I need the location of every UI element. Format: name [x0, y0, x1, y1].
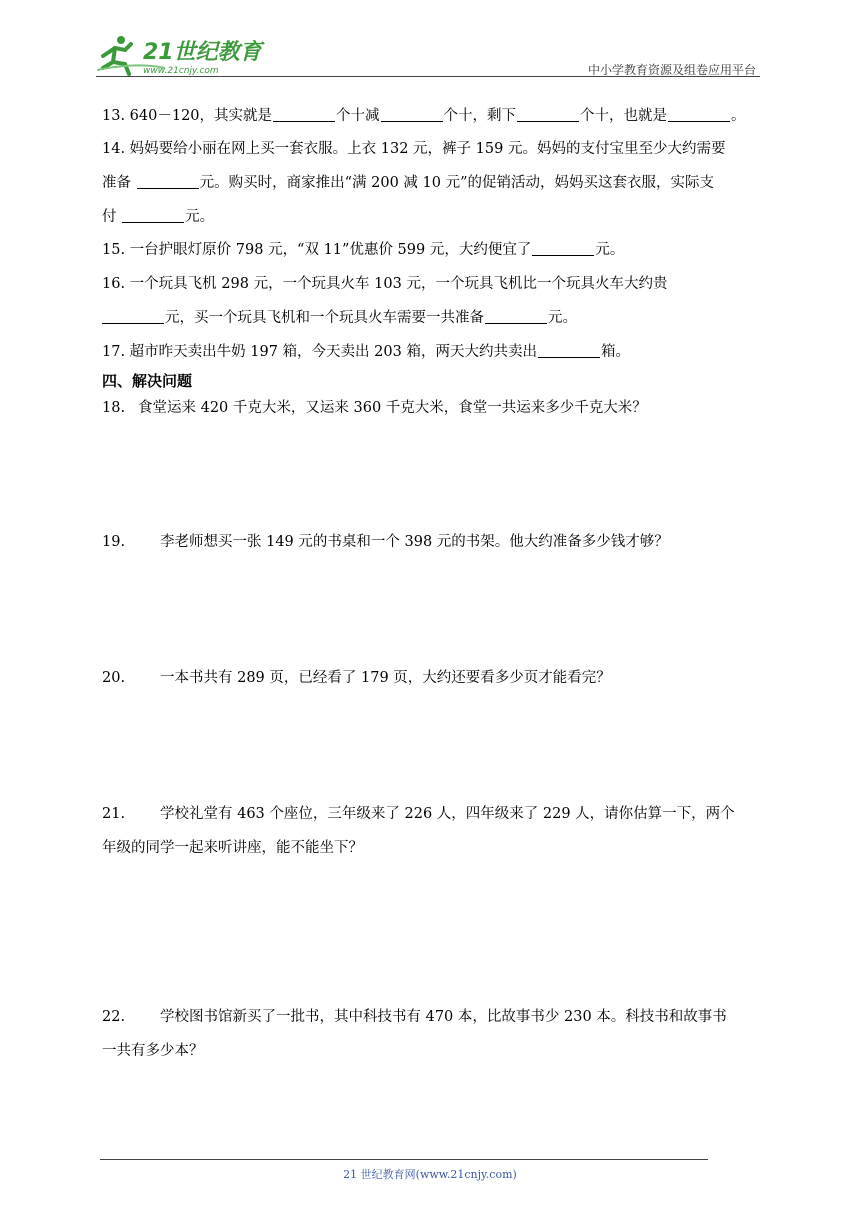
- question-13: 13. 640－120，其实就是 个十减 个十，剩下 个十，也就是 。: [102, 108, 746, 124]
- problem-21-line-2: 年级的同学一起来听讲座，能不能坐下？: [102, 840, 363, 856]
- problem-19: 19. 李老师想买一张 149 元的书桌和一个 398 元的书架。他大约准备多少钱才够？: [102, 534, 669, 550]
- answer-blank[interactable]: [122, 208, 184, 223]
- question-14-line-1: 14. 妈妈要给小丽在网上买一套衣服。上衣 132 元，裤子 159 元。妈妈的支付宝里至少大约需要: [102, 141, 726, 157]
- footer-divider: [100, 1159, 708, 1160]
- page-header: [0, 0, 860, 80]
- answer-blank[interactable]: [532, 241, 594, 256]
- answer-blank[interactable]: [273, 107, 335, 122]
- svg-text:21世纪教育: 21世纪教育: [143, 40, 262, 65]
- answer-blank[interactable]: [668, 107, 730, 122]
- question-16-line-1: 16. 一个玩具飞机 298 元，一个玩具火车 103 元，一个玩具飞机比一个玩具火车大约贵: [102, 276, 668, 292]
- answer-blank[interactable]: [517, 107, 579, 122]
- problem-22-line-1: 22. 学校图书馆新买了一批书，其中科技书有 470 本，比故事书少 230 本。科技书和故事书: [102, 1009, 727, 1025]
- section-title: 四、解决问题: [102, 372, 193, 390]
- problem-21-line-1: 21. 学校礼堂有 463 个座位，三年级来了 226 人，四年级来了 229 人，请你估算一下，两个: [102, 806, 735, 822]
- answer-blank[interactable]: [538, 343, 600, 358]
- answer-blank[interactable]: [381, 107, 443, 122]
- problem-20: 20. 一本书共有 289 页，已经看了 179 页，大约还要看多少页才能看完？: [102, 670, 611, 686]
- answer-blank[interactable]: [485, 309, 547, 324]
- problem-22-line-2: 一共有多少本？: [102, 1043, 204, 1059]
- question-14-line-2: 准备 元。购买时，商家推出“满 200 减 10 元”的促销活动，妈妈买这套衣服，实际支: [102, 175, 714, 191]
- header-divider: [96, 76, 760, 77]
- site-logo: [95, 34, 265, 78]
- answer-blank[interactable]: [102, 309, 164, 324]
- platform-tagline: 中小学教育资源及组卷应用平台: [587, 63, 756, 77]
- question-17: 17. 超市昨天卖出牛奶 197 箱，今天卖出 203 箱，两天大约共卖出 箱。: [102, 344, 630, 360]
- problem-18: 18. 食堂运来 420 千克大米，又运来 360 千克大米，食堂一共运来多少千克大米？: [102, 400, 647, 416]
- question-14-line-3: 付 元。: [102, 209, 215, 225]
- footer-link[interactable]: 21 世纪教育网(www.21cnjy.com): [343, 1168, 517, 1181]
- question-16-line-2: 元，买一个玩具飞机和一个玩具火车需要一共准备 元。: [102, 308, 577, 328]
- question-15: 15. 一台护眼灯原价 798 元，“双 11”优惠价 599 元，大约便宜了 元。: [102, 242, 625, 258]
- answer-blank[interactable]: [137, 174, 199, 189]
- svg-text:www.21cnjy.com: www.21cnjy.com: [143, 66, 219, 76]
